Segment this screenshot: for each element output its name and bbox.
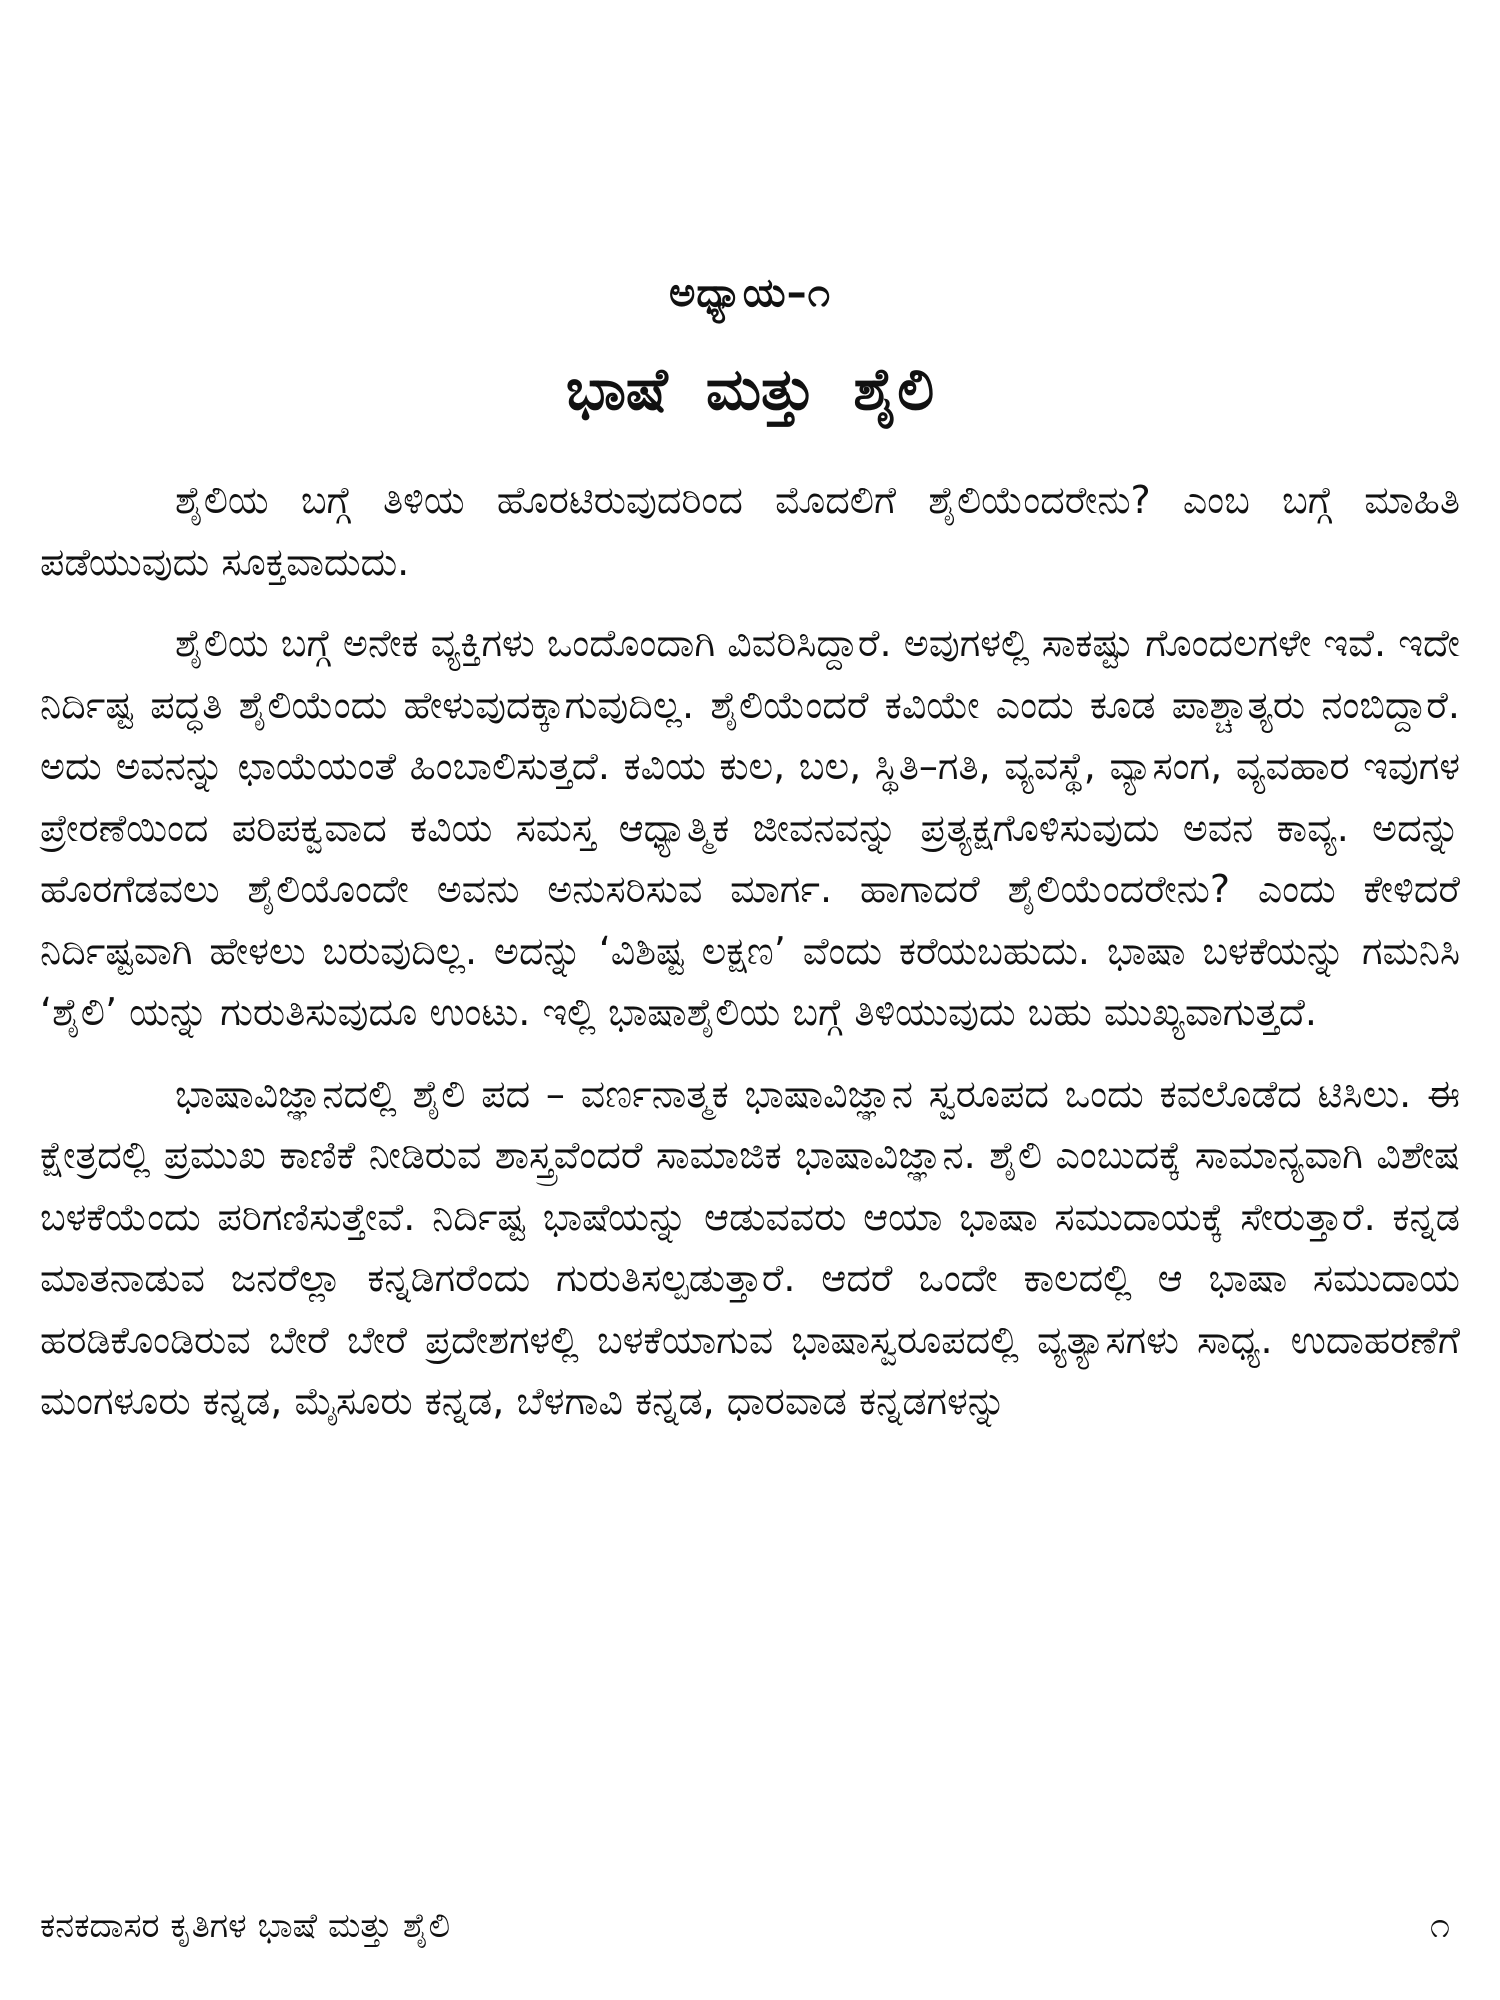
paragraph: ಶೈಲಿಯ ಬಗ್ಗೆ ಅನೇಕ ವ್ಯಕ್ತಿಗಳು ಒಂದೊಂದಾಗಿ ವಿವರಿಸಿದ್ದಾರೆ. ಅವುಗಳಲ್ಲಿ ಸಾಕಷ್ಟು ಗೊಂದಲಗಳೇ ಇವೆ. ಇದೇ ನಿರ್ದಿಷ್ಟ ಪದ್ಧತಿ ಶೈಲಿಯೆಂದು ಹೇಳುವುದಕ್ಕಾಗುವುದಿಲ್ಲ. ಶೈಲಿಯೆಂದರೆ ಕವಿಯೇ ಎಂದು ಕೂಡ ಪಾಶ್ಚಾತ್ಯರು ನಂಬಿದ್ದಾರೆ. ಅದು ಅವನನ್ನು ಛಾಯೆಯಂತೆ ಹಿಂಬಾಲಿಸುತ್ತದೆ. ಕವಿಯ ಕುಲ, ಬಲ, ಸ್ಥಿತಿ–ಗತಿ, ವ್ಯವಸ್ಥೆ, ವ್ಯಾಸಂಗ, ವ್ಯವಹಾರ ಇವುಗಳ ಪ್ರೇರಣೆಯಿಂದ ಪರಿಪಕ್ವವಾದ ಕವಿಯ ಸಮಸ್ತ ಆಧ್ಯಾತ್ಮಿಕ ಜೀವನವನ್ನು ಪ್ರತ್ಯಕ್ಷಗೊಳಿಸುವುದು ಅವನ ಕಾವ್ಯ. ಅದನ್ನು ಹೊರಗೆಡವಲು ಶೈಲಿಯೊಂದೇ ಅವನು ಅನುಸರಿಸುವ ಮಾರ್ಗ. ಹಾಗಾದರೆ ಶೈಲಿಯೆಂದರೇನು? ಎಂದು ಕೇಳಿದರೆ ನಿರ್ದಿಷ್ಟವಾಗಿ ಹೇಳಲು ಬರುವುದಿಲ್ಲ. ಅದನ್ನು ‘ವಿಶಿಷ್ಟ ಲಕ್ಷಣ’ ವೆಂದು ಕರೆಯಬಹುದು. ಭಾಷಾ ಬಳಕೆಯನ್ನು ಗಮನಿಸಿ ‘ಶೈಲಿ’ ಯನ್ನು ಗುರುತಿಸುವುದೂ ಉಂಟು. ಇಲ್ಲಿ ಭಾಷಾಶೈಲಿಯ ಬಗ್ಗೆ ತಿಳಿಯುವುದು ಬಹು ಮುಖ್ಯವಾಗುತ್ತದೆ. (40, 621, 1460, 1034)
chapter-title: ಭಾಷೆ ಮತ್ತು ಶೈಲಿ (565, 355, 935, 423)
chapter-label: ಅಧ್ಯಾಯ–೧ (668, 270, 832, 316)
paragraph: ಭಾಷಾವಿಜ್ಞಾನದಲ್ಲಿ ಶೈಲಿ ಪದ – ವರ್ಣನಾತ್ಮಕ ಭಾಷಾವಿಜ್ಞಾನ ಸ್ವರೂಪದ ಒಂದು ಕವಲೊಡೆದ ಟಿಸಿಲು. ಈ ಕ್ಷೇತ್ರದಲ್ಲಿ ಪ್ರಮುಖ ಕಾಣಿಕೆ ನೀಡಿರುವ ಶಾಸ್ತ್ರವೆಂದರೆ ಸಾಮಾಜಿಕ ಭಾಷಾವಿಜ್ಞಾನ. ಶೈಲಿ ಎಂಬುದಕ್ಕೆ ಸಾಮಾನ್ಯವಾಗಿ ವಿಶೇಷ ಬಳಕೆಯೆಂದು ಪರಿಗಣಿಸುತ್ತೇವೆ. ನಿರ್ದಿಷ್ಟ ಭಾಷೆಯನ್ನು ಆಡುವವರು ಆಯಾ ಭಾಷಾ ಸಮುದಾಯಕ್ಕೆ ಸೇರುತ್ತಾರೆ. ಕನ್ನಡ ಮಾತನಾಡುವ ಜನರೆಲ್ಲಾ ಕನ್ನಡಿಗರೆಂದು ಗುರುತಿಸಲ್ಪಡುತ್ತಾರೆ. ಆದರೆ ಒಂದೇ ಕಾಲದಲ್ಲಿ ಆ ಭಾಷಾ ಸಮುದಾಯ ಹರಡಿಕೊಂಡಿರುವ ಬೇರೆ ಬೇರೆ ಪ್ರದೇಶಗಳಲ್ಲಿ ಬಳಕೆಯಾಗುವ ಭಾಷಾಸ್ವರೂಪದಲ್ಲಿ ವ್ಯತ್ಯಾಸಗಳು ಸಾಧ್ಯ. ಉದಾಹರಣೆಗೆ ಮಂಗಳೂರು ಕನ್ನಡ, ಮೈಸೂರು ಕನ್ನಡ, ಬೆಳಗಾವಿ ಕನ್ನಡ, ಧಾರವಾಡ ಕನ್ನಡಗಳನ್ನು (40, 1071, 1460, 1423)
page-footer (40, 1905, 1460, 1947)
footer-book-title: ಕನಕದಾಸರ ಕೃತಿಗಳ ಭಾಷೆ ಮತ್ತು ಶೈಲಿ (40, 1906, 451, 1946)
paragraph: ಶೈಲಿಯ ಬಗ್ಗೆ ತಿಳಿಯ ಹೊರಟಿರುವುದರಿಂದ ಮೊದಲಿಗೆ ಶೈಲಿಯೆಂದರೇನು? ಎಂಬ ಬಗ್ಗೆ ಮಾಹಿತಿ ಪಡೆಯುವುದು ಸೂಕ್ತವಾದುದು. (40, 478, 1460, 584)
body-text (40, 470, 1460, 1453)
page-number: ೧ (1429, 1905, 1450, 1946)
